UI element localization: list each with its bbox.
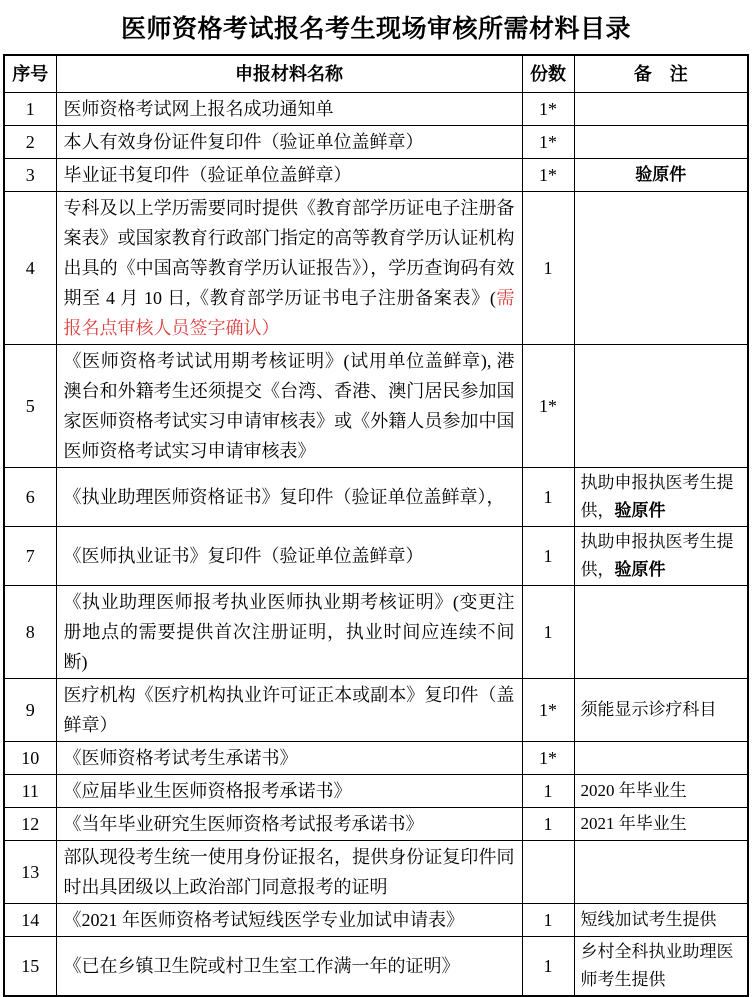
row-number: 6 [4, 468, 56, 527]
remark-text: 2021 年毕业生 [580, 814, 687, 833]
table-row [4, 937, 748, 997]
material-name: 医疗机构《医疗机构执业许可证正本或副本》复印件（盖鲜章） [63, 685, 515, 735]
remark-text: 乡村全科执业助理医师考生提供 [580, 942, 734, 989]
copies: 1 [522, 904, 574, 937]
materials-table [3, 54, 749, 997]
material-name: 《2021 年医师资格考试短线医学专业加试申请表》 [63, 910, 464, 930]
table-row [4, 159, 748, 192]
copies: 1* [522, 126, 574, 159]
remark-text: 2020 年毕业生 [580, 781, 687, 800]
remark-text: 须能显示诊疗科目 [580, 700, 717, 719]
material-name: 部队现役考生统一使用身份证报名，提供身份证复印件同时出具团级以上政治部门同意报考的证明 [63, 847, 515, 897]
table-row [4, 775, 748, 808]
row-number: 4 [4, 192, 56, 345]
row-number: 9 [4, 679, 56, 742]
material-name: 本人有效身份证件复印件（验证单位盖鲜章） [63, 132, 424, 152]
material-name-red-annotation: 需报名点审核人员签字确认） [63, 288, 515, 338]
row-number: 10 [4, 742, 56, 775]
copies: 1 [522, 586, 574, 679]
copies [522, 841, 574, 904]
table-row [4, 126, 748, 159]
table-row [4, 808, 748, 841]
table-header-row [4, 55, 748, 93]
material-name: 《执业助理医师资格证书》复印件（验证单位盖鲜章）， [63, 487, 505, 507]
remark-bold-text: 验原件 [614, 560, 666, 579]
row-number: 3 [4, 159, 56, 192]
table-row [4, 742, 748, 775]
row-number: 1 [4, 93, 56, 126]
table-row [4, 93, 748, 126]
copies: 1 [522, 192, 574, 345]
page-title: 医师资格考试报名考生现场审核所需材料目录 [120, 15, 631, 43]
copies: 1 [522, 527, 574, 586]
remark-bold-text: 验原件 [635, 165, 687, 184]
row-number: 14 [4, 904, 56, 937]
remark-text: 执助申报执医考生提供， [580, 532, 734, 579]
copies: 1* [522, 742, 574, 775]
material-name: 《医师资格考试试用期考核证明》(试用单位盖鲜章), 港澳台和外籍考生还须提交《台湾、香港、澳门居民参加国家医师资格考试实习申请审核表》或《外籍人员参加中国医师资格考试实习申请审核表》 [63, 351, 515, 461]
table-row [4, 527, 748, 586]
row-number: 2 [4, 126, 56, 159]
copies: 1 [522, 808, 574, 841]
material-name: 《已在乡镇卫生院或村卫生室工作满一年的证明》 [63, 956, 460, 976]
header-copies: 份数 [522, 55, 574, 93]
row-number: 8 [4, 586, 56, 679]
row-number: 13 [4, 841, 56, 904]
material-name: 《医师资格考试考生承诺书》 [63, 748, 298, 768]
table-row [4, 192, 748, 345]
copies: 1 [522, 937, 574, 997]
copies: 1* [522, 93, 574, 126]
table-row [4, 586, 748, 679]
copies: 1 [522, 775, 574, 808]
material-name: 《当年毕业研究生医师资格考试报考承诺书》 [63, 814, 424, 834]
row-number: 12 [4, 808, 56, 841]
table-row [4, 841, 748, 904]
row-number: 7 [4, 527, 56, 586]
table-row [4, 679, 748, 742]
material-name: 毕业证书复印件（验证单位盖鲜章） [63, 165, 352, 185]
table-body [4, 93, 748, 997]
copies: 1* [522, 345, 574, 468]
table-row [4, 345, 748, 468]
remark-text: 执助申报执医考生提供， [580, 473, 734, 520]
row-number: 11 [4, 775, 56, 808]
copies: 1* [522, 159, 574, 192]
material-name: 《医师执业证书》复印件（验证单位盖鲜章） [63, 546, 424, 566]
material-name: 《执业助理医师报考执业医师执业期考核证明》(变更注册地点的需要提供首次注册证明，执业时间应连续不间断) [63, 592, 515, 672]
row-number: 5 [4, 345, 56, 468]
row-number: 15 [4, 937, 56, 997]
material-name: 《应届毕业生医师资格报考承诺书》 [63, 781, 352, 801]
material-name: 医师资格考试网上报名成功通知单 [63, 99, 334, 119]
header-remark: 备 注 [574, 55, 748, 93]
header-material-name: 申报材料名称 [56, 55, 522, 93]
remark-bold-text: 验原件 [614, 501, 666, 520]
copies: 1* [522, 679, 574, 742]
header-serial-number: 序号 [4, 55, 56, 93]
copies: 1 [522, 468, 574, 527]
table-row [4, 468, 748, 527]
table-row [4, 904, 748, 937]
remark-text: 短线加试考生提供 [580, 910, 717, 929]
material-name: 专科及以上学历需要同时提供《教育部学历证电子注册备案表》或国家教育行政部门指定的高等教育学历认证机构出具的《中国高等教育学历认证报告》），学历查询码有效期至 4 月 10 日,《教育部学历证书电子注册备案表》( [63, 198, 515, 308]
